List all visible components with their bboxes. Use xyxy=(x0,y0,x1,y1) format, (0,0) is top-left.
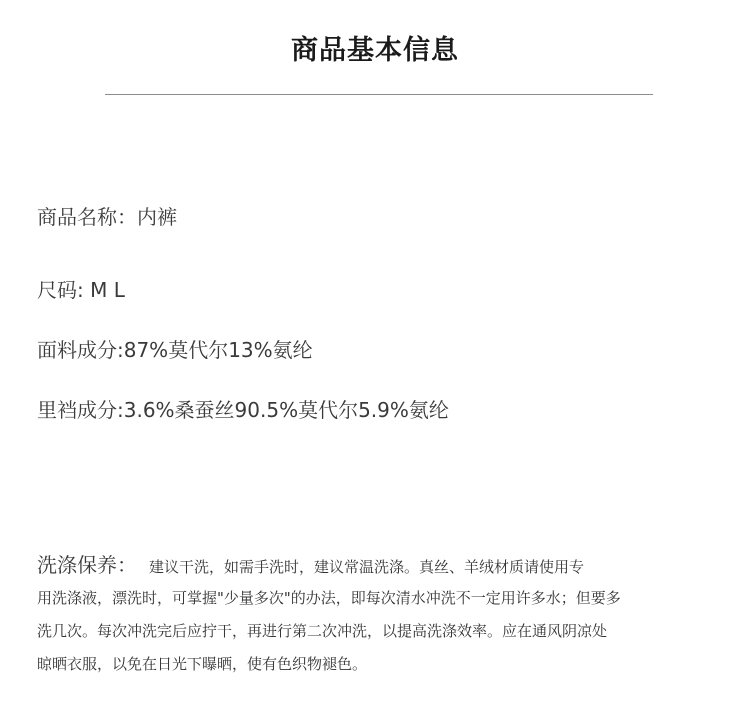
title-divider xyxy=(105,94,653,95)
care-text-line: 建议干洗，如需手洗时，建议常温洗涤。真丝、羊绒材质请使用专 xyxy=(149,558,585,576)
care-row xyxy=(37,549,717,582)
product-size: 尺码: M L xyxy=(37,278,125,302)
lining-composition: 里裆成分:3.6%桑蚕丝90.5%莫代尔5.9%氨纶 xyxy=(37,398,449,422)
page-title: 商品基本信息 xyxy=(291,35,459,66)
care-label: 洗涤保养： xyxy=(37,553,137,577)
care-text-line: 晾晒衣服，以免在日光下曝晒，使有色织物褪色。 xyxy=(37,655,368,673)
care-text-line: 用洗涤液，漂洗时，可掌握"少量多次"的办法，即每次清水冲洗不一定用许多水；但要多 xyxy=(37,589,621,607)
product-name: 商品名称：内裤 xyxy=(37,205,177,229)
care-instructions xyxy=(37,549,717,681)
care-text-line: 洗几次。每次冲洗完后应拧干，再进行第二次冲洗，以提高洗涤效率。应在通风阴凉处 xyxy=(37,622,608,640)
fabric-composition: 面料成分:87%莫代尔13%氨纶 xyxy=(37,338,313,362)
